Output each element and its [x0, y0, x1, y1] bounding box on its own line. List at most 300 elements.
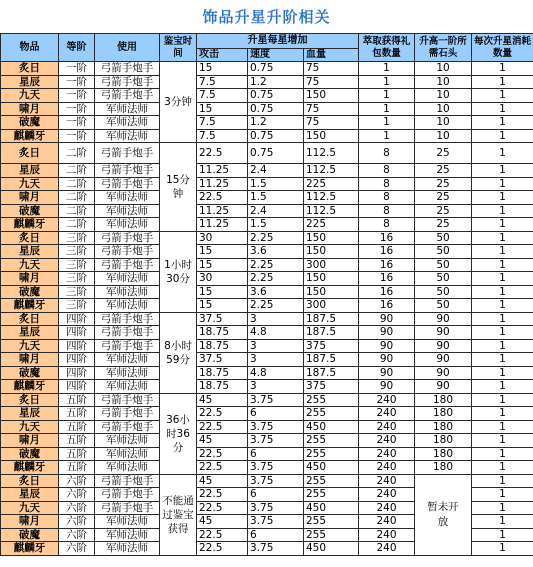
table-row	[1, 245, 533, 259]
item-name: 星辰	[1, 407, 59, 421]
bags-cell: 240	[359, 447, 415, 461]
hp-cell: 75	[304, 116, 359, 130]
table-row	[1, 353, 533, 367]
tier-cell: 六阶	[59, 474, 95, 488]
cost-cell: 1	[472, 326, 533, 340]
bags-cell: 1	[359, 89, 415, 103]
attack-cell: 45	[197, 474, 248, 488]
attack-cell: 22.5	[197, 420, 248, 434]
speed-cell: 1.5	[248, 177, 304, 191]
header-item: 物品	[1, 34, 59, 62]
cost-cell: 1	[472, 447, 533, 461]
item-name: 炙日	[1, 393, 59, 407]
use-cell: 弓箭手炮手	[95, 89, 160, 103]
attack-cell: 7.5	[197, 75, 248, 89]
use-cell: 军师法师	[95, 434, 160, 448]
use-cell: 军师法师	[95, 542, 160, 556]
cost-cell: 1	[472, 272, 533, 286]
cost-cell: 1	[472, 380, 533, 394]
bags-cell: 240	[359, 393, 415, 407]
table-row	[1, 75, 533, 89]
attack-cell: 22.5	[197, 488, 248, 502]
attack-cell: 22.5	[197, 501, 248, 515]
item-name: 星辰	[1, 164, 59, 178]
use-cell: 弓箭手炮手	[95, 177, 160, 191]
use-cell: 军师法师	[95, 380, 160, 394]
stones-cell: 25	[415, 191, 472, 205]
hp-cell: 187.5	[304, 312, 359, 326]
hp-cell: 255	[304, 474, 359, 488]
table-row	[1, 339, 533, 353]
attack-cell: 7.5	[197, 129, 248, 143]
stones-cell: 50	[415, 285, 472, 299]
bags-cell: 8	[359, 218, 415, 232]
bags-cell: 240	[359, 501, 415, 515]
hp-cell: 225	[304, 177, 359, 191]
hp-cell: 450	[304, 542, 359, 556]
tier-cell: 三阶	[59, 245, 95, 259]
speed-cell: 3.6	[248, 285, 304, 299]
cost-cell: 1	[472, 116, 533, 130]
cost-cell: 1	[472, 204, 533, 218]
item-name: 九天	[1, 501, 59, 515]
header-cost: 每次升星消耗数量	[472, 34, 533, 62]
tier-cell: 二阶	[59, 204, 95, 218]
hp-cell: 255	[304, 488, 359, 502]
cost-cell: 1	[472, 245, 533, 259]
item-name: 破魔	[1, 447, 59, 461]
stones-cell: 25	[415, 177, 472, 191]
hp-cell: 150	[304, 272, 359, 286]
bags-cell: 16	[359, 258, 415, 272]
cost-cell: 1	[472, 89, 533, 103]
hp-cell: 255	[304, 434, 359, 448]
use-cell: 弓箭手炮手	[95, 407, 160, 421]
cost-cell: 1	[472, 339, 533, 353]
tier-cell: 四阶	[59, 312, 95, 326]
use-cell: 弓箭手炮手	[95, 326, 160, 340]
use-cell: 弓箭手炮手	[95, 75, 160, 89]
table-row	[1, 393, 533, 407]
table-row	[1, 434, 533, 448]
tier-cell: 四阶	[59, 366, 95, 380]
attack-cell: 7.5	[197, 89, 248, 103]
item-name: 麒麟牙	[1, 218, 59, 232]
speed-cell: 1.5	[248, 218, 304, 232]
item-name: 破魔	[1, 366, 59, 380]
use-cell: 弓箭手炮手	[95, 420, 160, 434]
speed-cell: 3.75	[248, 515, 304, 529]
table-row	[1, 191, 533, 205]
speed-cell: 6	[248, 407, 304, 421]
item-name: 破魔	[1, 285, 59, 299]
speed-cell: 6	[248, 488, 304, 502]
attack-cell: 18.75	[197, 339, 248, 353]
item-name: 炙日	[1, 62, 59, 76]
hp-cell: 150	[304, 129, 359, 143]
attack-cell: 15	[197, 258, 248, 272]
bags-cell: 1	[359, 116, 415, 130]
stones-cell: 10	[415, 75, 472, 89]
bags-cell: 240	[359, 434, 415, 448]
table-body	[1, 62, 533, 556]
hp-cell: 375	[304, 380, 359, 394]
stones-cell: 90	[415, 353, 472, 367]
item-name: 麒麟牙	[1, 380, 59, 394]
use-cell: 弓箭手炮手	[95, 164, 160, 178]
tier-cell: 四阶	[59, 339, 95, 353]
use-cell: 弓箭手炮手	[95, 62, 160, 76]
use-cell: 弓箭手炮手	[95, 312, 160, 326]
speed-cell: 1.2	[248, 75, 304, 89]
bags-cell: 16	[359, 272, 415, 286]
hp-cell: 75	[304, 62, 359, 76]
tier-cell: 五阶	[59, 393, 95, 407]
attack-cell: 11.25	[197, 164, 248, 178]
table-row	[1, 326, 533, 340]
speed-cell: 2.4	[248, 204, 304, 218]
item-name: 啸月	[1, 515, 59, 529]
use-cell: 弓箭手炮手	[95, 393, 160, 407]
bags-cell: 90	[359, 353, 415, 367]
stones-cell: 180	[415, 393, 472, 407]
attack-cell: 11.25	[197, 204, 248, 218]
tier-cell: 一阶	[59, 75, 95, 89]
use-cell: 军师法师	[95, 299, 160, 313]
item-name: 麒麟牙	[1, 461, 59, 475]
cost-cell: 1	[472, 407, 533, 421]
tier-cell: 五阶	[59, 434, 95, 448]
bags-cell: 240	[359, 528, 415, 542]
cost-cell: 1	[472, 461, 533, 475]
stones-cell: 90	[415, 339, 472, 353]
table-row	[1, 366, 533, 380]
stones-cell: 180	[415, 447, 472, 461]
stones-note: 暂未开放	[415, 474, 472, 555]
speed-cell: 3.75	[248, 434, 304, 448]
speed-cell: 0.75	[248, 89, 304, 103]
bags-cell: 16	[359, 245, 415, 259]
use-cell: 军师法师	[95, 116, 160, 130]
attack-cell: 18.75	[197, 326, 248, 340]
tier-cell: 六阶	[59, 542, 95, 556]
stones-cell: 50	[415, 299, 472, 313]
item-name: 破魔	[1, 528, 59, 542]
bags-cell: 90	[359, 366, 415, 380]
table-row	[1, 299, 533, 313]
speed-cell: 0.75	[248, 62, 304, 76]
cost-cell: 1	[472, 218, 533, 232]
tier-cell: 二阶	[59, 177, 95, 191]
attack-cell: 11.25	[197, 177, 248, 191]
speed-cell: 3	[248, 312, 304, 326]
cost-cell: 1	[472, 420, 533, 434]
stones-cell: 10	[415, 89, 472, 103]
hp-cell: 112.5	[304, 191, 359, 205]
bags-cell: 240	[359, 407, 415, 421]
use-cell: 弓箭手炮手	[95, 231, 160, 245]
speed-cell: 2.25	[248, 258, 304, 272]
speed-cell: 2.25	[248, 272, 304, 286]
cost-cell: 1	[472, 312, 533, 326]
table-row	[1, 116, 533, 130]
appraisal-time: 1小时30分	[160, 231, 197, 312]
table-row	[1, 89, 533, 103]
item-name: 麒麟牙	[1, 129, 59, 143]
attack-cell: 15	[197, 102, 248, 116]
cost-cell: 1	[472, 164, 533, 178]
speed-cell: 0.75	[248, 129, 304, 143]
use-cell: 军师法师	[95, 515, 160, 529]
speed-cell: 1.5	[248, 191, 304, 205]
hp-cell: 450	[304, 501, 359, 515]
bags-cell: 8	[359, 143, 415, 164]
speed-cell: 3.75	[248, 420, 304, 434]
use-cell: 军师法师	[95, 353, 160, 367]
item-name: 啸月	[1, 102, 59, 116]
header-tier: 等阶	[59, 34, 95, 62]
item-name: 星辰	[1, 326, 59, 340]
bags-cell: 90	[359, 326, 415, 340]
use-cell: 弓箭手炮手	[95, 258, 160, 272]
bags-cell: 8	[359, 164, 415, 178]
cost-cell: 1	[472, 143, 533, 164]
bags-cell: 8	[359, 204, 415, 218]
stones-cell: 10	[415, 62, 472, 76]
table-row	[1, 420, 533, 434]
table-row	[1, 474, 533, 488]
use-cell: 军师法师	[95, 528, 160, 542]
tier-cell: 二阶	[59, 164, 95, 178]
stones-cell: 10	[415, 129, 472, 143]
cost-cell: 1	[472, 75, 533, 89]
speed-cell: 1.2	[248, 116, 304, 130]
tier-cell: 六阶	[59, 501, 95, 515]
cost-cell: 1	[472, 177, 533, 191]
stones-cell: 180	[415, 407, 472, 421]
speed-cell: 0.75	[248, 143, 304, 164]
stones-cell: 50	[415, 231, 472, 245]
table-row	[1, 143, 533, 164]
bags-cell: 240	[359, 488, 415, 502]
bags-cell: 16	[359, 285, 415, 299]
stones-cell: 180	[415, 461, 472, 475]
speed-cell: 6	[248, 447, 304, 461]
cost-cell: 1	[472, 129, 533, 143]
stones-cell: 10	[415, 116, 472, 130]
header-attack: 攻击	[197, 49, 248, 62]
tier-cell: 六阶	[59, 528, 95, 542]
tier-cell: 二阶	[59, 143, 95, 164]
tier-cell: 二阶	[59, 218, 95, 232]
bags-cell: 240	[359, 515, 415, 529]
table-row	[1, 102, 533, 116]
attack-cell: 45	[197, 393, 248, 407]
table-row	[1, 380, 533, 394]
hp-cell: 112.5	[304, 204, 359, 218]
hp-cell: 112.5	[304, 164, 359, 178]
tier-cell: 一阶	[59, 62, 95, 76]
appraisal-time: 15分钟	[160, 143, 197, 232]
header-bonus: 升星每星增加	[197, 34, 359, 49]
item-name: 炙日	[1, 474, 59, 488]
use-cell: 军师法师	[95, 285, 160, 299]
speed-cell: 4.8	[248, 366, 304, 380]
table-row	[1, 272, 533, 286]
use-cell: 军师法师	[95, 447, 160, 461]
item-name: 炙日	[1, 143, 59, 164]
attack-cell: 22.5	[197, 528, 248, 542]
bags-cell: 240	[359, 474, 415, 488]
speed-cell: 2.25	[248, 231, 304, 245]
tier-cell: 五阶	[59, 447, 95, 461]
cost-cell: 1	[472, 102, 533, 116]
speed-cell: 3	[248, 380, 304, 394]
attack-cell: 45	[197, 434, 248, 448]
bags-cell: 1	[359, 102, 415, 116]
tier-cell: 四阶	[59, 326, 95, 340]
cost-cell: 1	[472, 366, 533, 380]
header-use: 使用	[95, 34, 160, 62]
speed-cell: 3.75	[248, 542, 304, 556]
header-time: 鉴宝时间	[160, 34, 197, 62]
bags-cell: 1	[359, 129, 415, 143]
stones-cell: 25	[415, 204, 472, 218]
use-cell: 弓箭手炮手	[95, 488, 160, 502]
stones-cell: 90	[415, 366, 472, 380]
header-bags: 萃取获得礼包数量	[359, 34, 415, 62]
accessory-table	[0, 33, 533, 556]
table-row	[1, 164, 533, 178]
attack-cell: 15	[197, 299, 248, 313]
hp-cell: 150	[304, 245, 359, 259]
item-name: 啸月	[1, 191, 59, 205]
cost-cell: 1	[472, 474, 533, 488]
cost-cell: 1	[472, 393, 533, 407]
tier-cell: 六阶	[59, 488, 95, 502]
use-cell: 军师法师	[95, 102, 160, 116]
attack-cell: 15	[197, 245, 248, 259]
attack-cell: 30	[197, 272, 248, 286]
stones-cell: 10	[415, 102, 472, 116]
appraisal-time: 36小时36分	[160, 393, 197, 474]
use-cell: 军师法师	[95, 191, 160, 205]
bags-cell: 16	[359, 231, 415, 245]
table-row	[1, 218, 533, 232]
item-name: 破魔	[1, 116, 59, 130]
speed-cell: 0.75	[248, 102, 304, 116]
tier-cell: 三阶	[59, 299, 95, 313]
bags-cell: 90	[359, 312, 415, 326]
cost-cell: 1	[472, 191, 533, 205]
tier-cell: 三阶	[59, 258, 95, 272]
table-row	[1, 312, 533, 326]
hp-cell: 75	[304, 75, 359, 89]
item-name: 炙日	[1, 312, 59, 326]
item-name: 啸月	[1, 353, 59, 367]
stones-cell: 50	[415, 258, 472, 272]
table-row	[1, 258, 533, 272]
speed-cell: 2.25	[248, 299, 304, 313]
speed-cell: 3.75	[248, 474, 304, 488]
header-hp: 血量	[304, 49, 359, 62]
appraisal-time: 不能通过鉴宝获得	[160, 474, 197, 555]
item-name: 九天	[1, 89, 59, 103]
speed-cell: 6	[248, 528, 304, 542]
item-name: 星辰	[1, 75, 59, 89]
bags-cell: 240	[359, 542, 415, 556]
item-name: 炙日	[1, 231, 59, 245]
cost-cell: 1	[472, 515, 533, 529]
use-cell: 弓箭手炮手	[95, 501, 160, 515]
cost-cell: 1	[472, 258, 533, 272]
stones-cell: 25	[415, 143, 472, 164]
tier-cell: 六阶	[59, 515, 95, 529]
bags-cell: 16	[359, 299, 415, 313]
attack-cell: 18.75	[197, 380, 248, 394]
bags-cell: 90	[359, 380, 415, 394]
table-row	[1, 177, 533, 191]
page-title: 饰品升星升阶相关	[0, 0, 533, 33]
hp-cell: 75	[304, 102, 359, 116]
use-cell: 弓箭手炮手	[95, 474, 160, 488]
table-row	[1, 285, 533, 299]
speed-cell: 3	[248, 353, 304, 367]
hp-cell: 255	[304, 407, 359, 421]
item-name: 九天	[1, 420, 59, 434]
item-name: 九天	[1, 258, 59, 272]
cost-cell: 1	[472, 501, 533, 515]
hp-cell: 300	[304, 258, 359, 272]
use-cell: 弓箭手炮手	[95, 245, 160, 259]
table-row	[1, 461, 533, 475]
tier-cell: 一阶	[59, 89, 95, 103]
stones-cell: 90	[415, 380, 472, 394]
bags-cell: 240	[359, 420, 415, 434]
table-row	[1, 129, 533, 143]
header-speed: 速度	[248, 49, 304, 62]
speed-cell: 3.75	[248, 461, 304, 475]
table-row	[1, 204, 533, 218]
use-cell: 军师法师	[95, 272, 160, 286]
tier-cell: 五阶	[59, 461, 95, 475]
attack-cell: 22.5	[197, 143, 248, 164]
header-stones: 升高一阶所需石头	[415, 34, 472, 62]
item-name: 九天	[1, 177, 59, 191]
hp-cell: 150	[304, 89, 359, 103]
item-name: 星辰	[1, 488, 59, 502]
cost-cell: 1	[472, 299, 533, 313]
bags-cell: 1	[359, 62, 415, 76]
table-row	[1, 447, 533, 461]
bags-cell: 8	[359, 177, 415, 191]
item-name: 九天	[1, 339, 59, 353]
hp-cell: 450	[304, 461, 359, 475]
attack-cell: 22.5	[197, 461, 248, 475]
attack-cell: 30	[197, 231, 248, 245]
tier-cell: 二阶	[59, 191, 95, 205]
attack-cell: 22.5	[197, 542, 248, 556]
hp-cell: 255	[304, 515, 359, 529]
use-cell: 军师法师	[95, 204, 160, 218]
bags-cell: 240	[359, 461, 415, 475]
hp-cell: 255	[304, 447, 359, 461]
appraisal-time: 8小时59分	[160, 312, 197, 393]
cost-cell: 1	[472, 62, 533, 76]
stones-cell: 90	[415, 326, 472, 340]
item-name: 破魔	[1, 204, 59, 218]
attack-cell: 7.5	[197, 116, 248, 130]
